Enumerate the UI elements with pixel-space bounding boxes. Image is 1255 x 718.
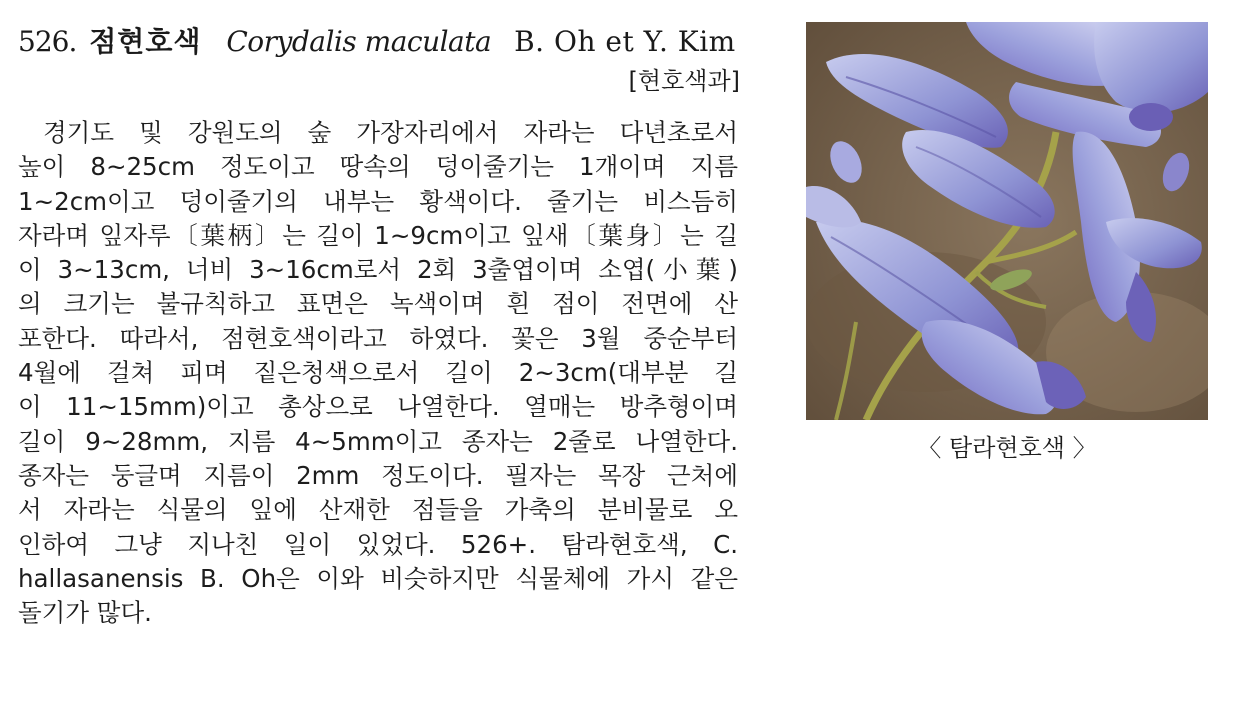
author-name: B. Oh et Y. Kim xyxy=(514,25,736,58)
text-line: 인하여 그냥 지나친 일이 있었다. 526+. 탐라현호색, C. xyxy=(18,529,738,559)
text-line: 4월에 걸쳐 피며 짙은청색으로서 길이 2~3cm(대부분 길 xyxy=(18,358,738,388)
text-line: 종자는 둥글며 지름이 2mm 정도이다. 필자는 목장 근처에 xyxy=(18,460,738,490)
text-line: 이 3~13cm, 너비 3~16cm로서 2회 3출엽이며 소엽(小葉) xyxy=(18,255,738,285)
description-text xyxy=(18,116,738,630)
text-line: 자라며 잎자루〔葉柄〕는 길이 1~9cm이고 잎새〔葉身〕는 길 xyxy=(18,220,738,250)
entry-title xyxy=(18,22,738,62)
korean-name: 점현호색 xyxy=(89,25,202,58)
family-label: [현호색과] xyxy=(628,67,740,95)
text-line: 길이 9~28mm, 지름 4~5mm이고 종자는 2줄로 나열한다. xyxy=(18,426,738,456)
text-line: 서 자라는 식물의 잎에 산재한 점들을 가축의 분비물로 오 xyxy=(18,495,738,525)
text-line: 경기도 및 강원도의 숲 가장자리에서 자라는 다년초로서 xyxy=(43,118,738,147)
text-line: 1~2cm이고 덩이줄기의 내부는 황색이다. 줄기는 비스듬히 xyxy=(18,186,738,216)
text-line: 이 11~15mm)이고 총상으로 나열한다. 열매는 방추형이며 xyxy=(18,392,738,422)
scientific-name: Corydalis maculata xyxy=(226,25,492,58)
text-line: 의 크기는 불규칙하고 표면은 녹색이며 흰 점이 전면에 산 xyxy=(18,289,738,319)
text-line: 포한다. 따라서, 점현호색이라고 하였다. 꽃은 3월 중순부터 xyxy=(18,323,738,353)
photo-caption: 〈 탐라현호색 〉 xyxy=(917,434,1097,462)
text-line: 돌기가 많다. xyxy=(18,598,152,628)
text-line: 높이 8~25cm 정도이고 땅속의 덩이줄기는 1개이며 지름 xyxy=(18,152,738,182)
corydalis-flower-photo xyxy=(806,22,1208,420)
text-line: hallasanensis B. Oh은 이와 비슷하지만 식물체에 가시 같은 xyxy=(18,563,738,593)
entry-number: 526. xyxy=(18,25,77,58)
